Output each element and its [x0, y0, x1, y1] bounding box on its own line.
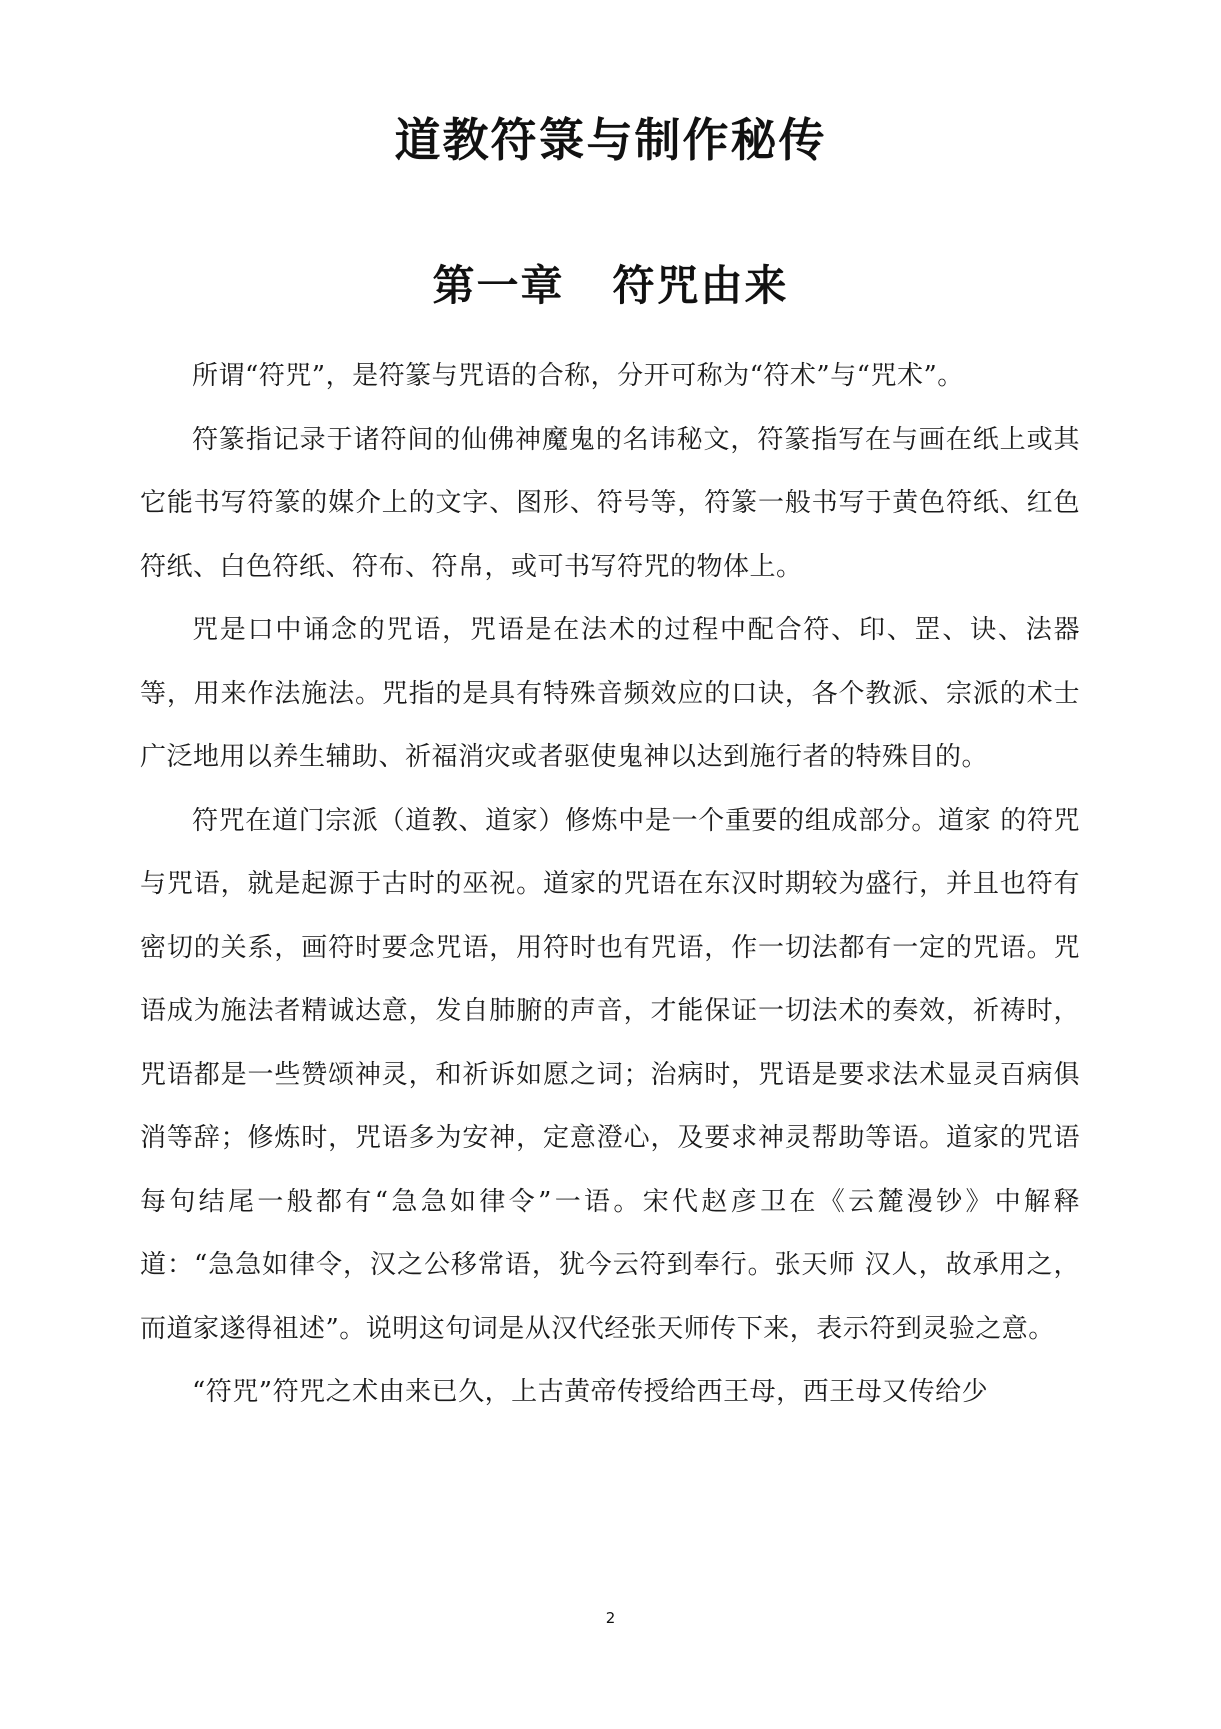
paragraph: 符咒在道门宗派（道教、道家）修炼中是一个重要的组成部分。道家 的符咒与咒语，就是起源于古时的巫祝。道家的咒语在东汉时期较为盛行，并且也符有密切的关系，画符时要念咒语，用符时也有咒语，作一切法都有一定的咒语。咒语成为施法者精诚达意，发自肺腑的声音，才能保证一切法术的奏效，祈祷时，咒语都是一些赞颂神灵，和祈诉如愿之词；治病时，咒语是要求法术显灵百病俱消等辞；修炼时，咒语多为安神，定意澄心，及要求神灵帮助等语。道家的咒语每句结尾一般都有“急急如律令”一语。宋代赵彦卫在《云麓漫钞》中解释道：“急急如律令，汉之公移常语，犹今云符到奉行。张天师 汉人，故承用之，而道家遂得祖述”。说明这句词是从汉代经张天师传下来，表示符到灵验之意。	[140, 805, 1080, 1344]
chapter-name: 符咒由来	[612, 261, 789, 310]
chapter-body	[140, 345, 1080, 1425]
paragraph: 所谓“符咒”，是符篆与咒语的合称，分开可称为“符术”与“咒术”。	[192, 361, 964, 391]
page-number: 2	[605, 1609, 616, 1627]
paragraph: 咒是口中诵念的咒语，咒语是在法术的过程中配合符、印、罡、诀、法器等，用来作法施法。咒指的是具有特殊音频效应的口诀，各个教派、宗派的术士广泛地用以养生辅助、祈福消灾或者驱使鬼神以达到施行者的特殊目的。	[140, 615, 1080, 772]
paragraph: “符咒”符咒之术由来已久，上古黄帝传授给西王母，西王母又传给少	[192, 1377, 989, 1407]
paragraph: 符篆指记录于诸符间的仙佛神魔鬼的名讳秘文，符篆指写在与画在纸上或其它能书写符篆的媒介上的文字、图形、符号等，符篆一般书写于黄色符纸、红色符纸、白色符纸、符布、符帛，或可书写符咒的物体上。	[140, 424, 1080, 582]
chapter-heading	[0, 254, 1221, 318]
document-title: 道教符箓与制作秘传	[394, 113, 827, 167]
chapter-number: 第一章	[432, 261, 565, 310]
